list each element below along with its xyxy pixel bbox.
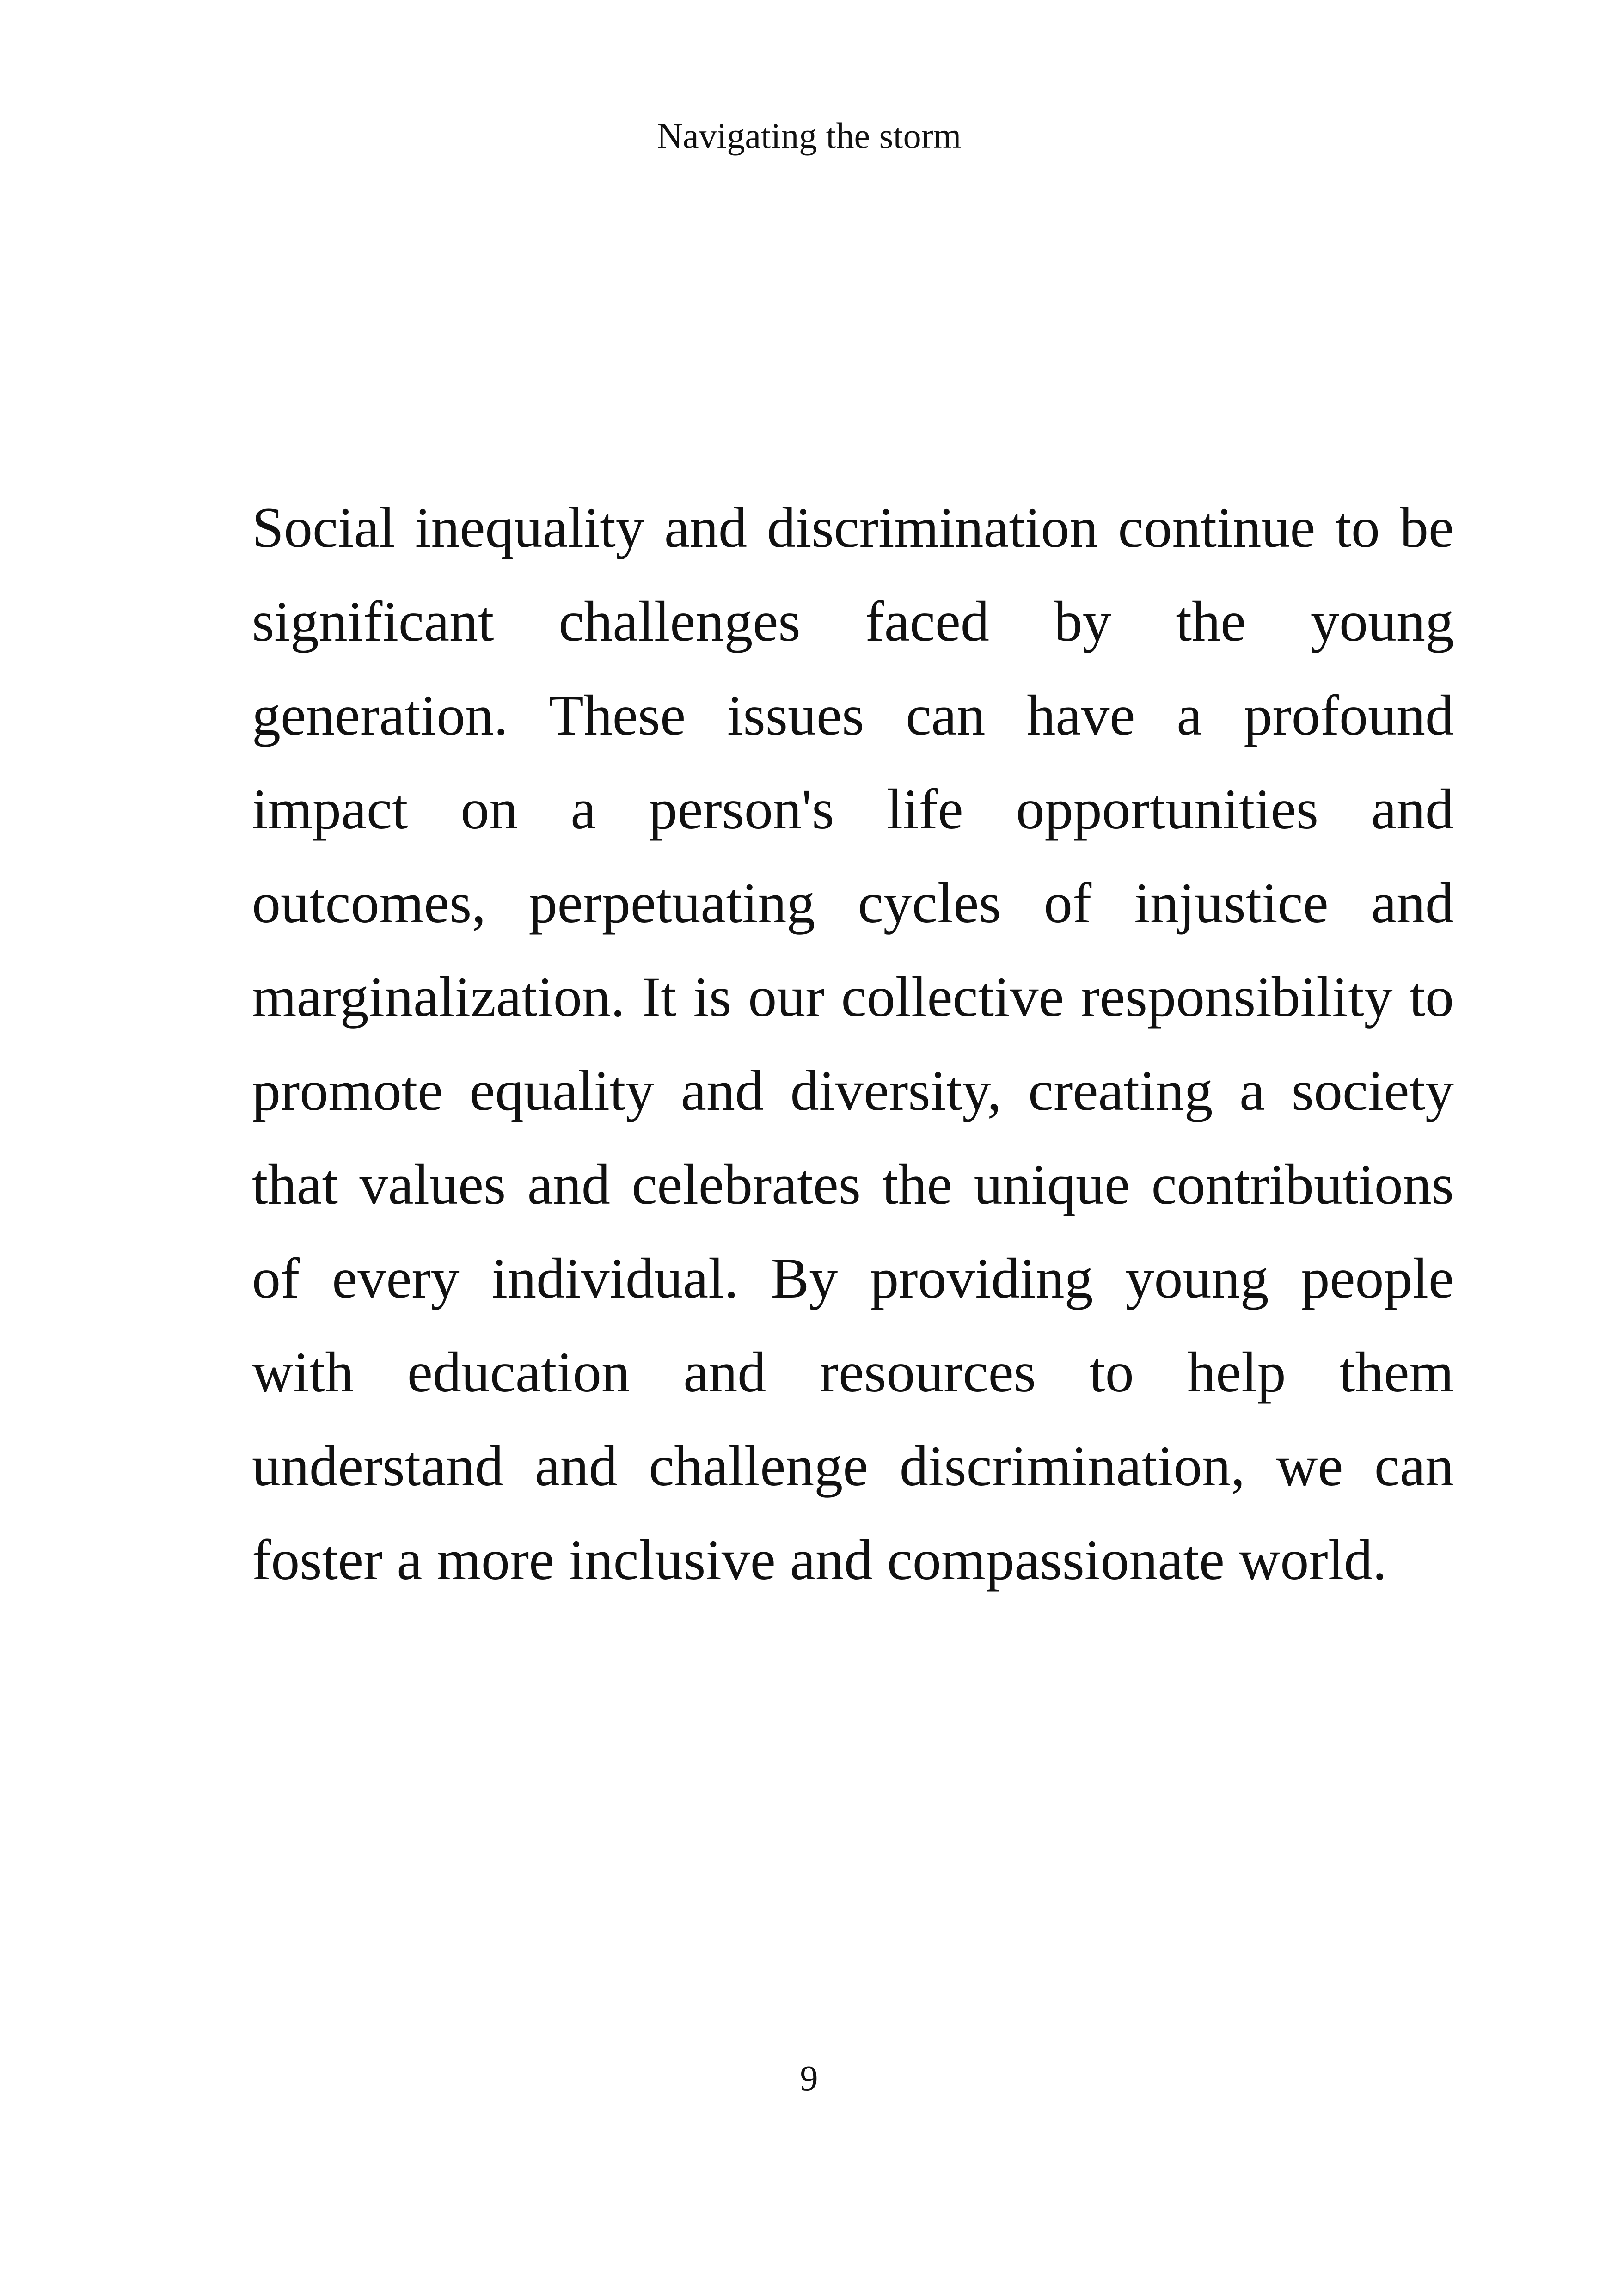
body-paragraph: Social inequality and discrimination continue to be significant challenges faced by the young generation. These issues can have a profound impact on a person's life opportunities and outcomes, perpetuating cycles of injustice and marginalization. It is our collective responsibility to promote equality and diversity, creating a society that values and celebrates the unique contributions of every individual. By providing young people with education and resources to help them understand and challenge discrimination, we can foster a more inclusive and compassionate world. xyxy=(252,496,1454,1592)
running-header: Navigating the storm xyxy=(656,116,962,156)
page-number: 9 xyxy=(800,2058,818,2098)
